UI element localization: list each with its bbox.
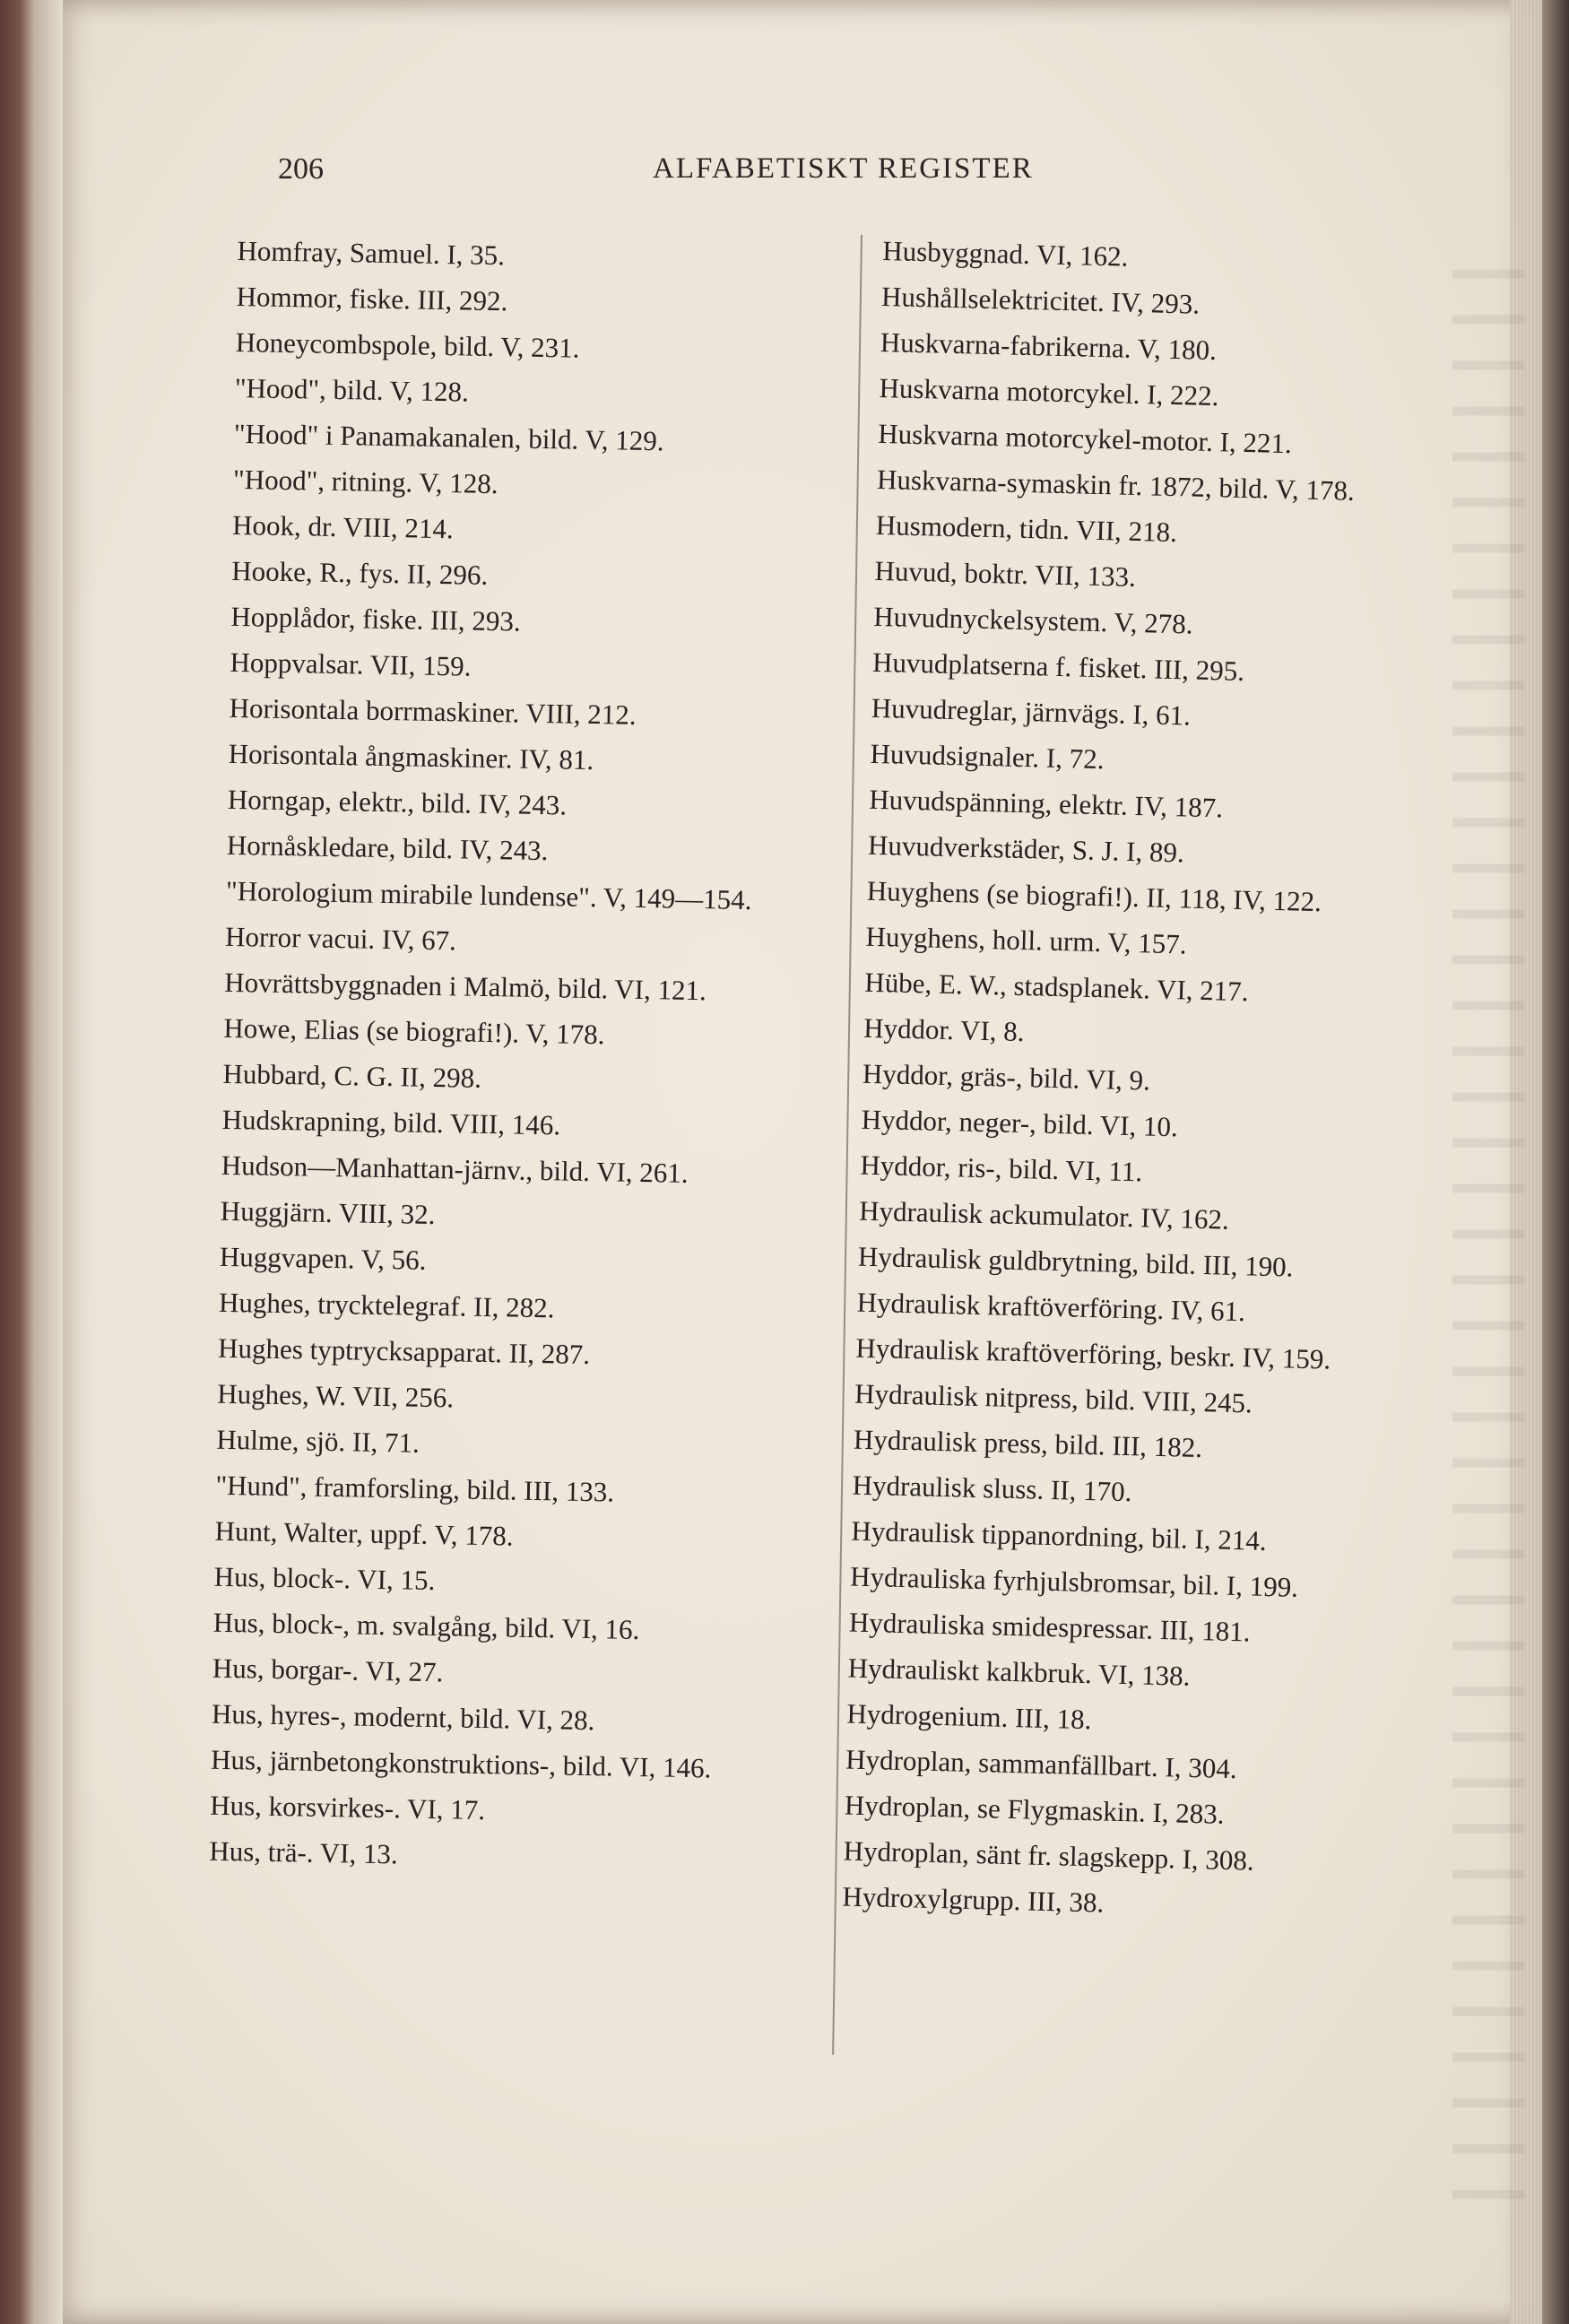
- index-entry: Hydraulisk kraftöverföring, beskr. IV, 159.: [855, 1331, 1331, 1375]
- index-entry: Horisontala borrmaskiner. VIII, 212.: [229, 691, 637, 731]
- running-head: ALFABETISKT REGISTER: [653, 152, 1034, 185]
- index-entry: Hughes typtrycksapparat. II, 287.: [217, 1331, 591, 1371]
- index-entry: Hus, hyres-, modernt, bild. VI, 28.: [211, 1697, 595, 1737]
- index-entry: Huvud, boktr. VII, 133.: [874, 554, 1137, 593]
- index-entry: Hydroxylgrupp. III, 38.: [842, 1880, 1105, 1919]
- index-entry: Hovrättsbyggnaden i Malmö, bild. VI, 121.: [224, 966, 707, 1007]
- index-entry: Hydraulisk tippanordning, bil. I, 214.: [851, 1514, 1268, 1557]
- index-entry: Hus, järnbetongkonstruktions-, bild. VI, 146.: [210, 1743, 712, 1784]
- index-entry: Hook, dr. VIII, 214.: [231, 508, 455, 545]
- index-entry: Huvudverkstäder, S. J. I, 89.: [867, 828, 1185, 869]
- index-entry: Husmodern, tidn. VII, 218.: [875, 508, 1178, 549]
- index-entry: Hulme, sjö. II, 71.: [216, 1423, 420, 1459]
- index-entry: Hubbard, C. G. II, 298.: [222, 1057, 482, 1094]
- index-entry: Huyghens, holl. urm. V, 157.: [865, 920, 1187, 960]
- index-entry: Hyddor, gräs-, bild. VI, 9.: [862, 1057, 1151, 1097]
- index-entry: Hus, trä-. VI, 13.: [209, 1834, 399, 1870]
- index-entry: Hoppvalsar. VII, 159.: [230, 646, 472, 682]
- index-entry: Hommor, fiske. III, 292.: [236, 280, 508, 317]
- index-entry: Honeycombspole, bild. V, 231.: [235, 325, 580, 364]
- left-column: [209, 228, 838, 1884]
- index-entry: "Horologium mirabile lundense". V, 149—154.: [225, 874, 752, 916]
- index-entry: Hydroplan, sänt fr. slagskepp. I, 308.: [843, 1834, 1255, 1877]
- index-entry: Hooke, R., fys. II, 296.: [231, 554, 489, 591]
- index-entry: Hydroplan, se Flygmaskin. I, 283.: [844, 1789, 1225, 1830]
- index-entry: Huvudplatserna f. fisket. III, 295.: [871, 646, 1245, 687]
- index-entry: Hus, korsvirkes-. VI, 17.: [209, 1789, 486, 1826]
- index-entry: Huskvarna motorcykel. I, 222.: [879, 371, 1219, 412]
- index-entry: Hydraulisk ackumulator. IV, 162.: [858, 1194, 1230, 1236]
- index-entry: Huggvapen. V, 56.: [219, 1240, 427, 1276]
- index-entry: Hydrauliska fyrhjulsbromsar, bil. I, 199.: [849, 1560, 1299, 1603]
- index-entry: Huvudsignaler. I, 72.: [870, 737, 1105, 776]
- index-entry: "Hood", ritning. V, 128.: [232, 463, 498, 500]
- index-entry: Huggjärn. VIII, 32.: [220, 1194, 436, 1231]
- index-entry: Huyghens (se biografi!). II, 118, IV, 122.: [866, 874, 1322, 918]
- index-entry: Hunt, Walter, uppf. V, 178.: [214, 1514, 514, 1552]
- index-entry: Hopplådor, fiske. III, 293.: [230, 600, 522, 637]
- index-entry: Hydraulisk kraftöverföring. IV, 61.: [856, 1286, 1246, 1328]
- index-entry: Hyddor, ris-, bild. VI, 11.: [860, 1149, 1143, 1188]
- index-entry: Husbyggnad. VI, 162.: [881, 234, 1129, 273]
- index-entry: Hübe, E. W., stadsplanek. VI, 217.: [864, 966, 1249, 1008]
- index-entry: Horror vacui. IV, 67.: [224, 920, 457, 957]
- index-entry: Hus, block-, m. svalgång, bild. VI, 16.: [212, 1606, 640, 1646]
- index-entry: Hydraulisk nitpress, bild. VIII, 245.: [854, 1377, 1253, 1419]
- page-number: 206: [278, 152, 324, 186]
- index-entry: Howe, Elias (se biografi!). V, 178.: [223, 1011, 605, 1051]
- index-entry: Huskvarna-symaskin fr. 1872, bild. V, 178.: [876, 463, 1356, 507]
- index-entry: Hydroplan, sammanfällbart. I, 304.: [845, 1743, 1238, 1785]
- index-entry: "Hund", framforsling, bild. III, 133.: [215, 1469, 615, 1508]
- index-entry: Homfray, Samuel. I, 35.: [237, 234, 506, 272]
- index-entry: Hydrauliska smidespressar. III, 181.: [848, 1606, 1251, 1648]
- right-column: [842, 228, 1466, 1933]
- index-entry: Hyddor, neger-, bild. VI, 10.: [861, 1103, 1179, 1143]
- index-entry: Huvudreglar, järnvägs. I, 61.: [871, 691, 1192, 732]
- index-entry: Hydraulisk sluss. II, 170.: [852, 1469, 1132, 1508]
- index-entry: Huvudnyckelsystem. V, 278.: [872, 600, 1193, 640]
- index-entry: Hydraulisk guldbrytning, bild. III, 190.: [857, 1240, 1294, 1283]
- index-entry: Hus, block-. VI, 15.: [213, 1560, 436, 1597]
- index-entry: "Hood", bild. V, 128.: [234, 371, 470, 408]
- facing-page-bleed: [1452, 242, 1524, 2215]
- index-entry: Huskvarna motorcykel-motor. I, 221.: [877, 417, 1293, 460]
- index-entry: Horisontala ångmaskiner. IV, 81.: [228, 737, 594, 776]
- index-entry: Hyddor. VI, 8.: [863, 1011, 1025, 1048]
- index-entry: Hudson—Manhattan-järnv., bild. VI, 261.: [221, 1149, 689, 1189]
- index-entry: "Hood" i Panamakanalen, bild. V, 129.: [233, 417, 664, 457]
- index-entry: Huvudspänning, elektr. IV, 187.: [868, 783, 1224, 824]
- index-entry: Hushållselektricitet. IV, 293.: [880, 280, 1201, 320]
- index-entry: Hydraulisk press, bild. III, 182.: [853, 1423, 1203, 1464]
- index-entry: Horngap, elektr., bild. IV, 243.: [227, 783, 568, 821]
- index-entry: Hydrogenium. III, 18.: [846, 1697, 1092, 1736]
- index-entry: Hughes, W. VII, 256.: [216, 1377, 455, 1414]
- index-entry: Hughes, trycktelegraf. II, 282.: [218, 1286, 555, 1324]
- index-entry: Hornåskledare, bild. IV, 243.: [226, 828, 549, 867]
- page-header: [278, 152, 1085, 197]
- index-entry: Hudskrapning, bild. VIII, 146.: [221, 1103, 561, 1141]
- index-entry: Hydrauliskt kalkbruk. VI, 138.: [847, 1652, 1191, 1692]
- index-entry: Huskvarna-fabrikerna. V, 180.: [880, 325, 1218, 367]
- index-entry: Hus, borgar-. VI, 27.: [212, 1652, 444, 1688]
